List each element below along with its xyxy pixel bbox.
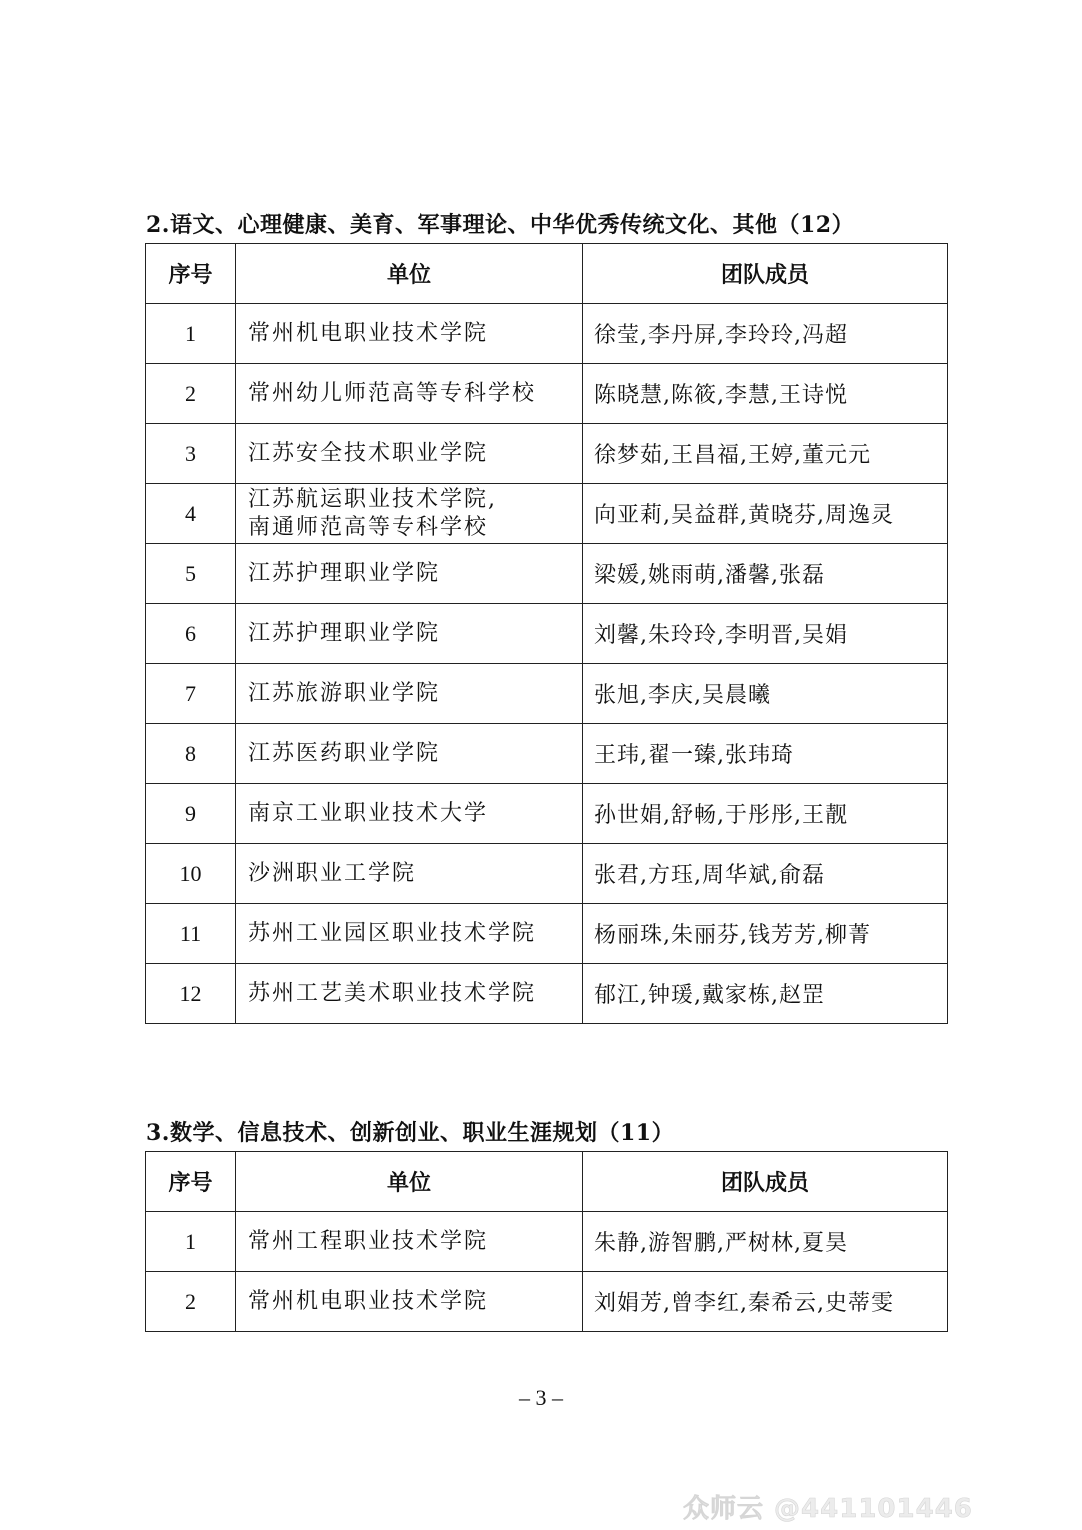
unit-cell: 苏州工艺美术职业技术学院: [236, 964, 583, 1024]
table-row: [146, 484, 948, 544]
unit-cell: 沙洲职业工学院: [236, 844, 583, 904]
members-cell: 郁江,钟瑗,戴家栋,赵罡: [583, 964, 948, 1024]
table-row: [146, 604, 948, 664]
row-number: 6: [146, 604, 236, 664]
row-number: 11: [146, 904, 236, 964]
row-number: 10: [146, 844, 236, 904]
team-table: [145, 1151, 948, 1332]
table-row: [146, 784, 948, 844]
unit-cell: 江苏医药职业学院: [236, 724, 583, 784]
table-row: [146, 364, 948, 424]
table-row: [146, 304, 948, 364]
members-cell: 刘娟芳,曾李红,秦希云,史蒂雯: [583, 1272, 948, 1332]
page-number: – 3 –: [519, 1385, 563, 1410]
table-header-row: [146, 244, 948, 304]
members-cell: 张旭,李庆,吴晨曦: [583, 664, 948, 724]
table-row: [146, 1212, 948, 1272]
table-header-row: [146, 1152, 948, 1212]
unit-cell: 江苏旅游职业学院: [236, 664, 583, 724]
row-number: 2: [146, 1272, 236, 1332]
header-members: 团队成员: [583, 1152, 948, 1212]
section-title: 3.数学、信息技术、创新创业、职业生涯规划（11）: [146, 1120, 675, 1146]
table-row: [146, 544, 948, 604]
table-row: [146, 424, 948, 484]
row-number: 2: [146, 364, 236, 424]
unit-cell: 江苏安全技术职业学院: [236, 424, 583, 484]
unit-cell: 常州工程职业技术学院: [236, 1212, 583, 1272]
header-unit: 单位: [236, 1152, 583, 1212]
row-number: 1: [146, 304, 236, 364]
row-number: 5: [146, 544, 236, 604]
members-cell: 梁媛,姚雨萌,潘馨,张磊: [583, 544, 948, 604]
section-title: 2.语文、心理健康、美育、军事理论、中华优秀传统文化、其他（12）: [146, 212, 855, 238]
table-row: [146, 904, 948, 964]
team-table: [145, 243, 948, 1024]
watermark: 众师云 @441101446: [683, 1494, 973, 1524]
members-cell: 孙世娟,舒畅,于彤彤,王靓: [583, 784, 948, 844]
members-cell: 向亚莉,吴益群,黄晓芬,周逸灵: [583, 484, 948, 544]
unit-cell: 江苏护理职业学院: [236, 604, 583, 664]
unit-cell: 常州幼儿师范高等专科学校: [236, 364, 583, 424]
table-row: [146, 664, 948, 724]
row-number: 4: [146, 484, 236, 544]
unit-cell: 常州机电职业技术学院: [236, 1272, 583, 1332]
header-members: 团队成员: [583, 244, 948, 304]
header-unit: 单位: [236, 244, 583, 304]
header-no: 序号: [146, 244, 236, 304]
table-row: [146, 844, 948, 904]
members-cell: 徐莹,李丹屏,李玲玲,冯超: [583, 304, 948, 364]
members-cell: 杨丽珠,朱丽芬,钱芳芳,柳菁: [583, 904, 948, 964]
row-number: 8: [146, 724, 236, 784]
table-row: [146, 1272, 948, 1332]
table-row: [146, 964, 948, 1024]
unit-cell: 常州机电职业技术学院: [236, 304, 583, 364]
unit-cell: 江苏航运职业技术学院, 南通师范高等专科学校: [236, 484, 583, 544]
table-row: [146, 724, 948, 784]
unit-cell: 南京工业职业技术大学: [236, 784, 583, 844]
row-number: 7: [146, 664, 236, 724]
members-cell: 徐梦茹,王昌福,王婷,董元元: [583, 424, 948, 484]
members-cell: 王玮,翟一臻,张玮琦: [583, 724, 948, 784]
unit-cell: 江苏护理职业学院: [236, 544, 583, 604]
members-cell: 陈晓慧,陈筱,李慧,王诗悦: [583, 364, 948, 424]
members-cell: 张君,方珏,周华斌,俞磊: [583, 844, 948, 904]
header-no: 序号: [146, 1152, 236, 1212]
row-number: 3: [146, 424, 236, 484]
row-number: 9: [146, 784, 236, 844]
members-cell: 刘馨,朱玲玲,李明晋,吴娟: [583, 604, 948, 664]
row-number: 1: [146, 1212, 236, 1272]
members-cell: 朱静,游智鹏,严树林,夏昊: [583, 1212, 948, 1272]
unit-cell: 苏州工业园区职业技术学院: [236, 904, 583, 964]
row-number: 12: [146, 964, 236, 1024]
